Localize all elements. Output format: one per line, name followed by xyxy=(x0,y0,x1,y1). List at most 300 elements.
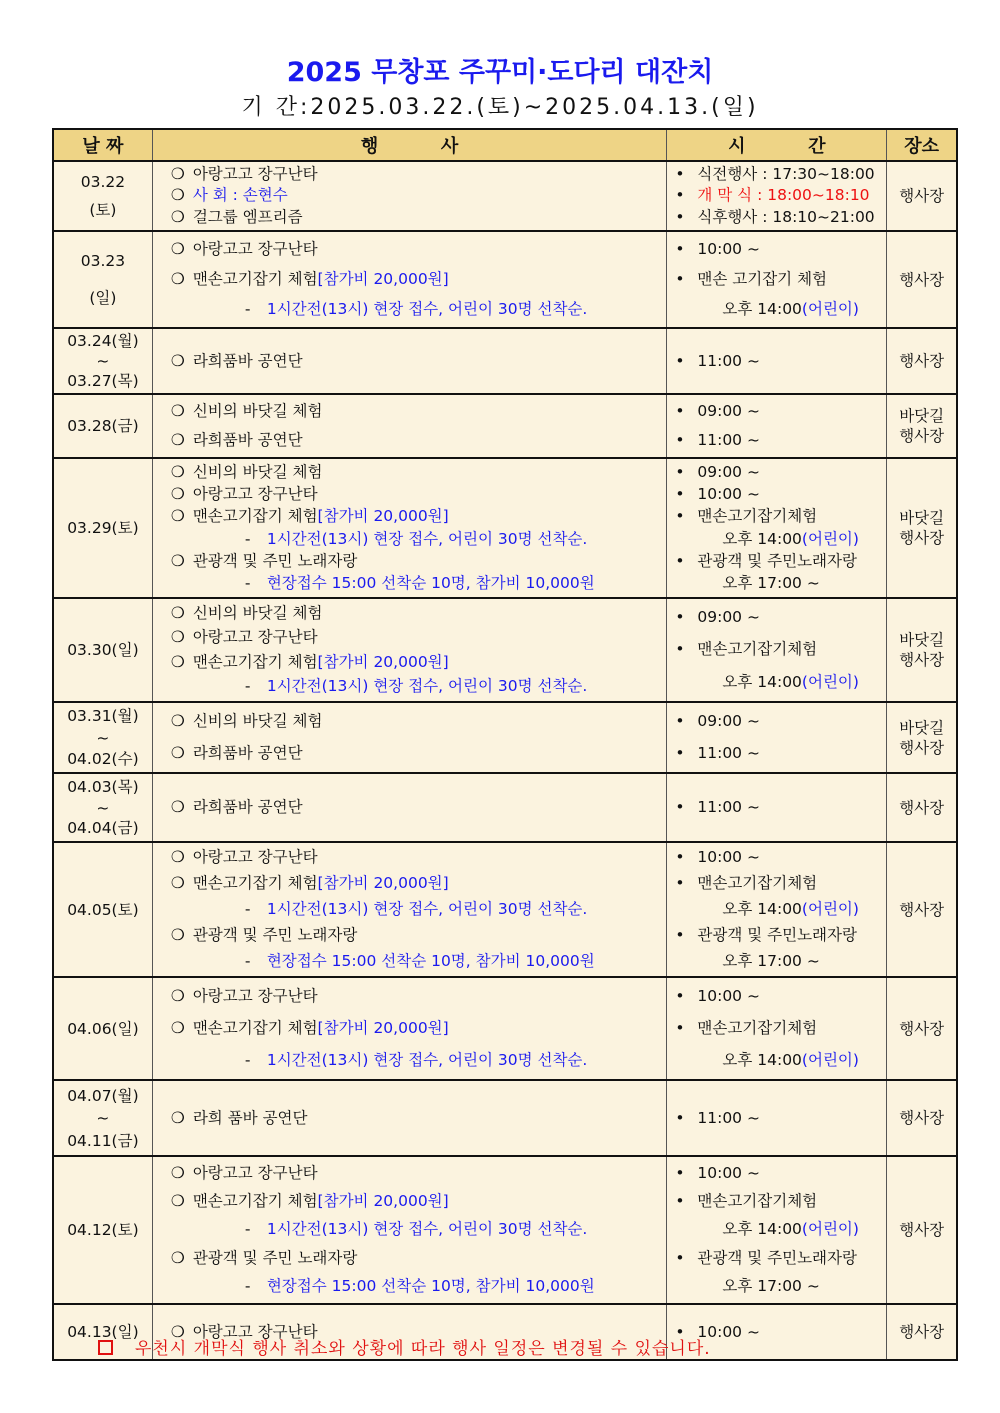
place-text: 행사장 xyxy=(899,651,945,669)
time-line xyxy=(667,798,886,817)
event-text: 관광객 및 주민 노래자랑 xyxy=(192,1248,358,1267)
time-cell xyxy=(667,328,887,394)
event-text: [참가비 20,000원] xyxy=(317,874,449,893)
dot-bullet-icon: • xyxy=(675,798,685,816)
date-text: 04.12(토) xyxy=(67,1221,139,1239)
date-stack xyxy=(54,395,152,457)
time-text: (어린이) xyxy=(801,300,859,319)
dash-bullet-icon: - xyxy=(244,1220,251,1239)
event-text: 맨손고기잡기 체험 xyxy=(192,1018,318,1037)
place-text: 행사장 xyxy=(899,1323,945,1341)
time-line xyxy=(667,744,886,763)
circle-bullet-icon: ❍ xyxy=(170,1248,185,1267)
dot-bullet-icon: • xyxy=(675,848,685,867)
place-stack xyxy=(887,459,956,597)
dash-bullet-icon: - xyxy=(244,1051,251,1070)
date-text: ~ xyxy=(96,352,110,370)
circle-bullet-icon: ❍ xyxy=(170,165,185,184)
time-line xyxy=(667,1249,886,1268)
event-text: [참가비 20,000원] xyxy=(317,1192,449,1211)
time-cell xyxy=(667,702,887,773)
place-cell xyxy=(887,977,957,1080)
dot-bullet-icon: • xyxy=(675,1322,685,1341)
event-text: [참가비 20,000원] xyxy=(317,507,449,526)
event-line xyxy=(153,1277,667,1296)
event-text: 아랑고고 장구난타 xyxy=(192,986,318,1005)
time-line xyxy=(667,1164,886,1183)
time-text: 오후 17:00 ~ xyxy=(722,1277,820,1296)
events-cell xyxy=(152,1080,667,1156)
time-cell xyxy=(667,231,887,328)
dash-bullet-icon: - xyxy=(244,300,251,319)
date-text: 03.23 xyxy=(80,252,126,270)
time-cell xyxy=(667,1156,887,1304)
event-text: 맨손고기잡기 체험 xyxy=(192,652,318,671)
place-text: 바닷길 xyxy=(899,718,945,737)
event-text: 라희 품바 공연단 xyxy=(192,1108,308,1127)
circle-bullet-icon: ❍ xyxy=(170,186,185,205)
event-line xyxy=(153,744,667,763)
date-text: 03.29(토) xyxy=(67,519,139,537)
place-cell xyxy=(887,842,957,977)
time-line xyxy=(667,900,886,919)
event-text: 아랑고고 장구난타 xyxy=(192,1163,318,1182)
date-text: 03.24(월) xyxy=(67,332,139,350)
place-stack xyxy=(887,395,956,457)
dot-bullet-icon: • xyxy=(675,239,685,258)
date-text: 04.06(일) xyxy=(67,1019,139,1038)
event-text: 신비의 바닷길 체험 xyxy=(192,603,323,622)
time-line xyxy=(667,926,886,945)
date-stack xyxy=(54,774,152,841)
place-text: 행사장 xyxy=(899,529,945,547)
time-text: 관광객 및 주민노래자랑 xyxy=(697,1248,857,1267)
place-cell xyxy=(887,1304,957,1360)
date-text: 03.31(월) xyxy=(67,707,139,726)
time-text: (어린이) xyxy=(801,673,859,692)
circle-bullet-icon: ❍ xyxy=(170,239,185,258)
time-text: 맨손 고기잡기 체험 xyxy=(697,269,828,288)
time-cell xyxy=(667,773,887,842)
dot-bullet-icon: • xyxy=(675,744,685,763)
events-list xyxy=(153,703,667,772)
time-text: 오후 17:00 ~ xyxy=(722,951,820,970)
event-line xyxy=(153,1019,667,1038)
event-text: 맨손고기잡기 체험 xyxy=(192,507,318,526)
header-events: 행 사 xyxy=(152,129,667,161)
event-text: 아랑고고 장구난타 xyxy=(192,628,318,647)
date-text: 04.04(금) xyxy=(67,819,139,838)
events-list xyxy=(153,1157,667,1303)
table-row xyxy=(53,842,957,977)
date-stack xyxy=(54,703,152,772)
event-line xyxy=(153,874,667,893)
time-cell xyxy=(667,842,887,977)
date-cell xyxy=(53,231,152,328)
event-line xyxy=(153,552,667,571)
time-text: 맨손고기잡기체험 xyxy=(697,507,818,526)
time-line xyxy=(667,208,886,227)
date-text: 04.05(토) xyxy=(67,900,139,919)
time-line xyxy=(667,1019,886,1038)
time-line xyxy=(667,1051,886,1070)
time-cell xyxy=(667,1080,887,1156)
events-cell xyxy=(152,161,667,231)
date-cell xyxy=(53,1080,152,1156)
time-text: 관광객 및 주민노래자랑 xyxy=(697,925,857,944)
checkbox-square-icon xyxy=(98,1340,113,1355)
table-row xyxy=(53,161,957,231)
event-text: 맨손고기잡기 체험 xyxy=(192,1192,318,1211)
event-line xyxy=(153,1109,667,1128)
place-stack xyxy=(887,703,956,772)
date-text: 03.22 xyxy=(80,173,126,191)
circle-bullet-icon: ❍ xyxy=(170,874,185,893)
place-text: 행사장 xyxy=(899,427,945,445)
event-text: 맨손고기잡기 체험 xyxy=(192,874,318,893)
table-row xyxy=(53,394,957,458)
dot-bullet-icon: • xyxy=(675,874,685,893)
events-cell xyxy=(152,977,667,1080)
circle-bullet-icon: ❍ xyxy=(170,711,185,730)
date-text: 03.28(금) xyxy=(67,417,139,435)
place-cell xyxy=(887,394,957,458)
place-text: 행사장 xyxy=(899,1221,945,1239)
date-text: ~ xyxy=(96,1109,110,1127)
dash-bullet-icon: - xyxy=(244,1277,251,1296)
time-text: 오후 14:00 xyxy=(722,899,802,918)
date-text: 04.11(금) xyxy=(67,1131,139,1150)
dot-bullet-icon: • xyxy=(675,431,685,449)
circle-bullet-icon: ❍ xyxy=(170,848,185,867)
event-line xyxy=(153,987,667,1006)
events-cell xyxy=(152,394,667,458)
event-text: 관광객 및 주민 노래자랑 xyxy=(192,551,358,570)
time-cell xyxy=(667,977,887,1080)
date-cell xyxy=(53,1156,152,1304)
circle-bullet-icon: ❍ xyxy=(170,269,185,288)
place-text: 행사장 xyxy=(899,1019,945,1038)
dot-bullet-icon: • xyxy=(675,1108,685,1127)
time-line xyxy=(667,463,886,482)
events-list xyxy=(153,162,667,230)
date-text: 03.30(일) xyxy=(67,641,139,659)
events-list xyxy=(153,459,667,597)
place-stack xyxy=(887,1305,956,1359)
dot-bullet-icon: • xyxy=(675,986,685,1005)
time-line xyxy=(667,270,886,289)
time-list xyxy=(667,329,886,393)
event-text: 1시간전(13시) 현장 접수, 어린이 30명 선착순. xyxy=(266,529,588,548)
table-row xyxy=(53,1156,957,1304)
event-line xyxy=(153,677,667,696)
time-line xyxy=(667,186,886,205)
time-text: 11:00 ~ xyxy=(697,1108,760,1127)
time-text: 오후 17:00 ~ xyxy=(722,574,820,593)
event-line xyxy=(153,270,667,289)
place-text: 행사장 xyxy=(899,900,945,919)
time-list xyxy=(667,459,886,597)
time-text: 09:00 ~ xyxy=(697,711,760,730)
events-cell xyxy=(152,458,667,598)
events-list xyxy=(153,599,667,701)
event-text: 맨손고기잡기 체험 xyxy=(192,269,318,288)
date-text: 04.03(목) xyxy=(67,777,139,796)
time-text: 10:00 ~ xyxy=(697,1163,760,1182)
header-date: 날 짜 xyxy=(53,129,152,161)
place-cell xyxy=(887,702,957,773)
event-line xyxy=(153,1192,667,1211)
events-cell xyxy=(152,773,667,842)
time-list xyxy=(667,774,886,841)
event-line xyxy=(153,431,667,450)
events-list xyxy=(153,232,667,327)
event-text: [참가비 20,000원] xyxy=(317,652,449,671)
event-text: 아랑고고 장구난타 xyxy=(192,1322,318,1341)
event-text: 현장접수 15:00 선착순 10명, 참가비 10,000원 xyxy=(266,1277,595,1296)
place-text: 행사장 xyxy=(899,270,945,289)
header-time: 시 간 xyxy=(667,129,887,161)
schedule-table xyxy=(52,128,958,1361)
time-text: (어린이) xyxy=(801,1220,859,1239)
time-list xyxy=(667,395,886,457)
place-cell xyxy=(887,1080,957,1156)
time-list xyxy=(667,703,886,772)
event-text: 라희품바 공연단 xyxy=(192,351,303,370)
dot-bullet-icon: • xyxy=(675,711,685,730)
table-row xyxy=(53,328,957,394)
time-text: 맨손고기잡기체험 xyxy=(697,1192,818,1211)
place-text: 행사장 xyxy=(899,1109,945,1127)
place-stack xyxy=(887,232,956,327)
event-text: 1시간전(13시) 현장 접수, 어린이 30명 선착순. xyxy=(266,300,588,319)
table-row xyxy=(53,702,957,773)
date-stack xyxy=(54,162,152,230)
circle-bullet-icon: ❍ xyxy=(170,925,185,944)
table-header xyxy=(53,129,957,161)
table-row xyxy=(53,231,957,328)
circle-bullet-icon: ❍ xyxy=(170,507,185,526)
events-list xyxy=(153,395,667,457)
time-line xyxy=(667,352,886,371)
events-cell xyxy=(152,702,667,773)
event-text: 아랑고고 장구난타 xyxy=(192,848,318,867)
events-list xyxy=(153,774,667,841)
date-text: ~ xyxy=(96,798,110,817)
dot-bullet-icon: • xyxy=(675,269,685,288)
time-line xyxy=(667,507,886,526)
event-text: 아랑고고 장구난타 xyxy=(192,165,318,184)
place-text: 행사장 xyxy=(899,738,945,757)
date-cell xyxy=(53,598,152,702)
event-line xyxy=(153,604,667,623)
table-row xyxy=(53,1080,957,1156)
circle-bullet-icon: ❍ xyxy=(170,798,185,816)
circle-bullet-icon: ❍ xyxy=(170,551,185,570)
place-cell xyxy=(887,1156,957,1304)
event-line xyxy=(153,653,667,672)
time-line xyxy=(667,1220,886,1239)
date-cell xyxy=(53,161,152,231)
place-stack xyxy=(887,1081,956,1155)
circle-bullet-icon: ❍ xyxy=(170,462,185,481)
date-stack xyxy=(54,978,152,1079)
circle-bullet-icon: ❍ xyxy=(170,652,185,671)
place-text: 행사장 xyxy=(899,352,945,370)
date-text: 04.02(수) xyxy=(67,749,139,768)
time-cell xyxy=(667,394,887,458)
event-line xyxy=(153,900,667,919)
dot-bullet-icon: • xyxy=(675,402,685,420)
event-period: 기 간:2025.03.22.(토)~2025.04.13.(일) xyxy=(241,95,759,120)
time-text: 관광객 및 주민노래자랑 xyxy=(697,551,857,570)
dot-bullet-icon: • xyxy=(675,925,685,944)
dot-bullet-icon: • xyxy=(675,507,685,526)
time-line xyxy=(667,1109,886,1128)
event-line xyxy=(153,240,667,259)
time-list xyxy=(667,232,886,327)
event-line xyxy=(153,485,667,504)
time-text: (어린이) xyxy=(801,1051,859,1070)
events-cell xyxy=(152,231,667,328)
place-text: 바닷길 xyxy=(899,407,945,425)
date-text: 04.13(일) xyxy=(67,1323,139,1341)
time-text: 09:00 ~ xyxy=(697,607,760,626)
header-place: 장소 xyxy=(887,129,957,161)
event-line xyxy=(153,402,667,421)
event-line xyxy=(153,186,667,205)
event-line xyxy=(153,208,667,227)
event-text: 신비의 바닷길 체험 xyxy=(192,711,323,730)
date-stack xyxy=(54,1081,152,1155)
circle-bullet-icon: ❍ xyxy=(170,431,185,449)
date-text: ~ xyxy=(96,728,110,747)
time-line xyxy=(667,848,886,867)
event-line xyxy=(153,798,667,817)
dot-bullet-icon: • xyxy=(675,607,685,626)
event-line xyxy=(153,1051,667,1070)
place-cell xyxy=(887,328,957,394)
circle-bullet-icon: ❍ xyxy=(170,484,185,503)
time-text: (어린이) xyxy=(801,899,859,918)
time-line xyxy=(667,608,886,627)
event-text: 1시간전(13시) 현장 접수, 어린이 30명 선착순. xyxy=(266,677,588,696)
event-text: 1시간전(13시) 현장 접수, 어린이 30명 선착순. xyxy=(266,1051,588,1070)
time-text: 10:00 ~ xyxy=(697,239,760,258)
event-line xyxy=(153,848,667,867)
date-text: 03.27(목) xyxy=(67,372,139,390)
time-text: 10:00 ~ xyxy=(697,986,760,1005)
event-text: 사 회 : 손현수 xyxy=(192,186,288,205)
time-line xyxy=(667,165,886,184)
date-cell xyxy=(53,394,152,458)
time-cell xyxy=(667,161,887,231)
time-cell xyxy=(667,598,887,702)
time-text: 오후 14:00 xyxy=(722,673,802,692)
dash-bullet-icon: - xyxy=(244,529,251,548)
event-text: 라희품바 공연단 xyxy=(192,798,303,816)
time-line xyxy=(667,552,886,571)
event-text: 걸그룹 엠프리즘 xyxy=(192,207,303,226)
time-line xyxy=(667,402,886,421)
time-line xyxy=(667,1277,886,1296)
dot-bullet-icon: • xyxy=(675,1192,685,1211)
notice-text: 우천시 개막식 행사 취소와 상황에 따라 행사 일정은 변경될 수 있습니다. xyxy=(135,1339,711,1359)
time-line xyxy=(667,640,886,659)
time-line xyxy=(667,987,886,1006)
dot-bullet-icon: • xyxy=(675,165,685,184)
time-line xyxy=(667,240,886,259)
time-list xyxy=(667,978,886,1079)
event-line xyxy=(153,628,667,647)
events-list xyxy=(153,1081,667,1155)
event-text: 1시간전(13시) 현장 접수, 어린이 30명 선착순. xyxy=(266,1220,588,1239)
time-line xyxy=(667,874,886,893)
dot-bullet-icon: • xyxy=(675,462,685,481)
time-line xyxy=(667,574,886,593)
time-text: 11:00 ~ xyxy=(697,431,760,449)
time-list xyxy=(667,599,886,701)
date-cell xyxy=(53,458,152,598)
time-line xyxy=(667,530,886,549)
date-stack xyxy=(54,1157,152,1303)
circle-bullet-icon: ❍ xyxy=(170,1018,185,1037)
place-stack xyxy=(887,774,956,841)
time-text: 오후 14:00 xyxy=(722,300,802,319)
events-list xyxy=(153,843,667,976)
place-stack xyxy=(887,1157,956,1303)
events-cell xyxy=(152,598,667,702)
event-text: 아랑고고 장구난타 xyxy=(192,239,318,258)
date-cell xyxy=(53,842,152,977)
place-text: 행사장 xyxy=(899,187,945,205)
circle-bullet-icon: ❍ xyxy=(170,744,185,763)
time-line xyxy=(667,1192,886,1211)
place-text: 바닷길 xyxy=(899,509,945,527)
event-text: 신비의 바닷길 체험 xyxy=(192,462,323,481)
event-text: [참가비 20,000원] xyxy=(317,269,449,288)
event-text: 라희품바 공연단 xyxy=(192,431,303,449)
event-line xyxy=(153,1220,667,1239)
place-cell xyxy=(887,773,957,842)
time-text: 09:00 ~ xyxy=(697,402,760,420)
time-line xyxy=(667,485,886,504)
place-cell xyxy=(887,231,957,328)
time-list xyxy=(667,1157,886,1303)
circle-bullet-icon: ❍ xyxy=(170,351,185,370)
place-text: 행사장 xyxy=(899,798,945,817)
events-cell xyxy=(152,842,667,977)
date-cell xyxy=(53,328,152,394)
event-line xyxy=(153,926,667,945)
event-text: [참가비 20,000원] xyxy=(317,1018,449,1037)
time-line xyxy=(667,300,886,319)
dot-bullet-icon: • xyxy=(675,1163,685,1182)
table-row xyxy=(53,458,957,598)
events-cell xyxy=(152,328,667,394)
circle-bullet-icon: ❍ xyxy=(170,402,185,420)
time-text: 맨손고기잡기체험 xyxy=(697,874,818,893)
time-text: 10:00 ~ xyxy=(697,848,760,867)
event-line xyxy=(153,952,667,971)
event-line xyxy=(153,574,667,593)
circle-bullet-icon: ❍ xyxy=(170,986,185,1005)
time-text: 오후 14:00 xyxy=(722,1220,802,1239)
date-stack xyxy=(54,232,152,327)
place-cell xyxy=(887,458,957,598)
event-line xyxy=(153,300,667,319)
time-text: 11:00 ~ xyxy=(697,744,760,763)
